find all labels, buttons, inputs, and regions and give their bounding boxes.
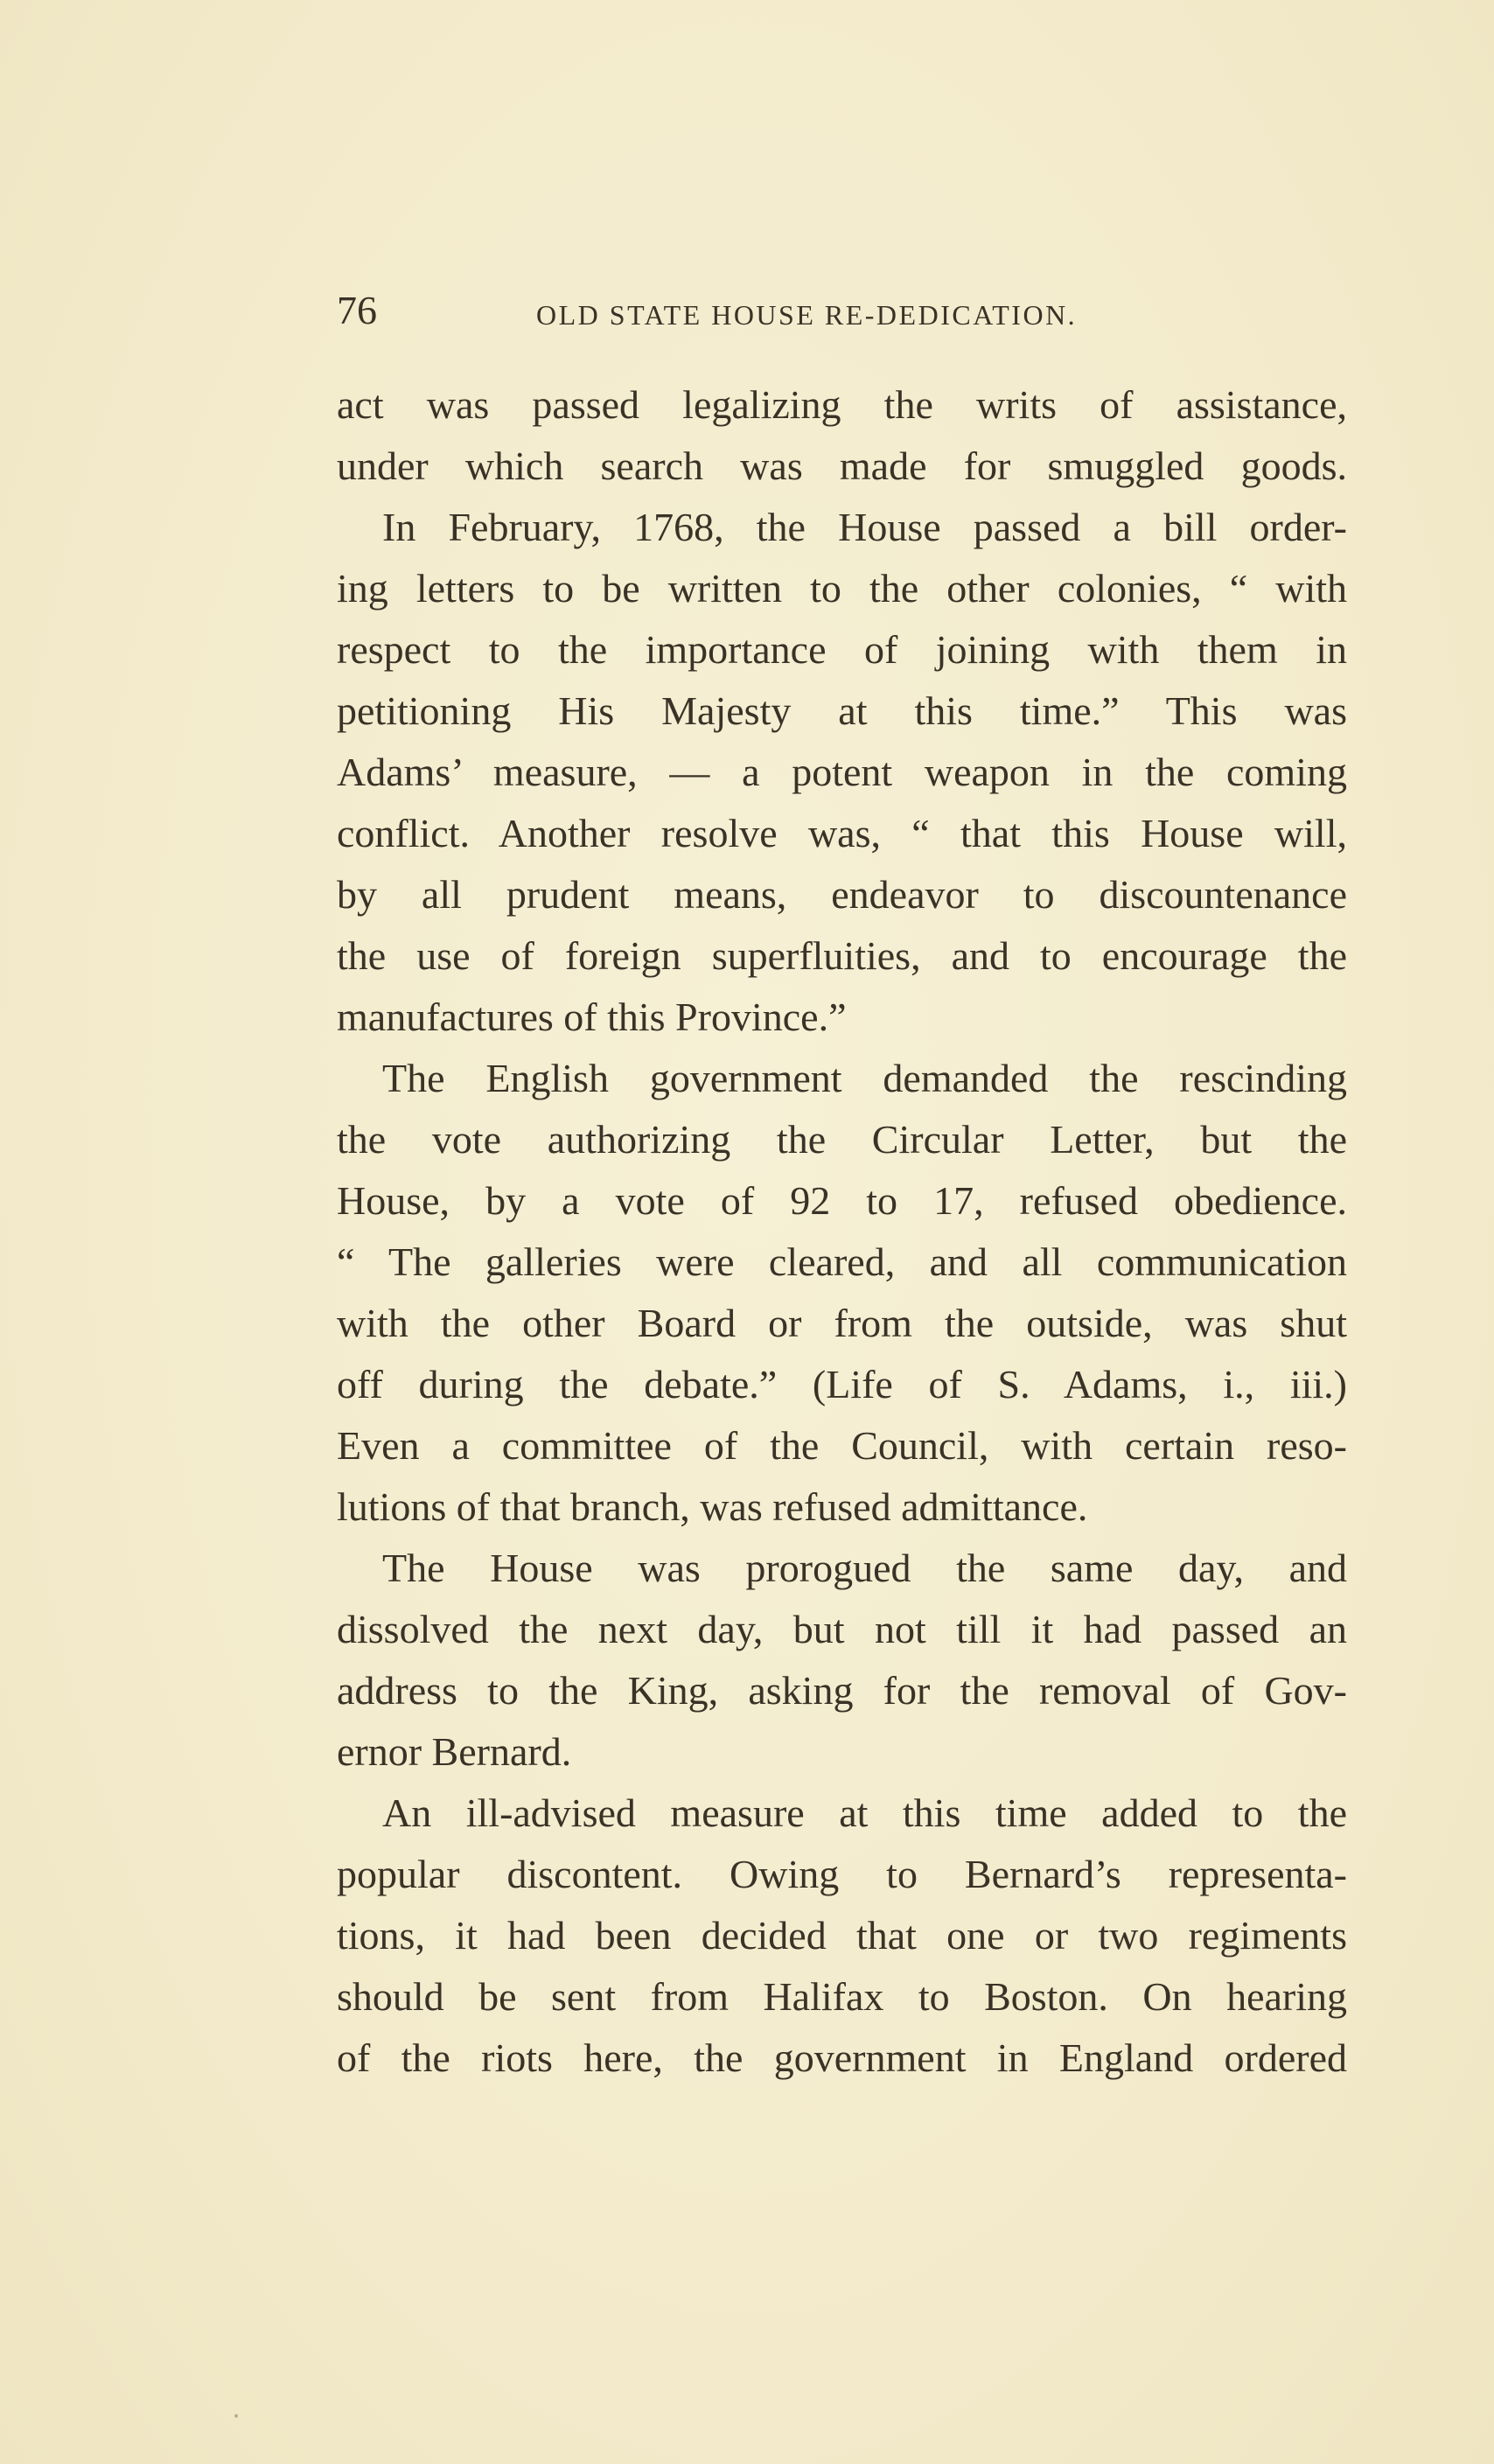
text-line: manufactures of this Province.” <box>337 995 847 1039</box>
text-line: act was passed legalizing the writs of assistance, <box>337 382 1347 427</box>
text-line: of the riots here, the government in England ordered <box>337 2035 1347 2080</box>
text-line: address to the King, asking for the removal of Gov- <box>337 1668 1347 1713</box>
text-line: “ The galleries were cleared, and all communication <box>337 1239 1347 1284</box>
text-line: with the other Board or from the outside, was shut <box>337 1301 1347 1345</box>
text-line: The English government demanded the rescinding <box>382 1056 1347 1100</box>
text-line: popular discontent. Owing to Bernard’s representa- <box>337 1852 1347 1896</box>
text-line: should be sent from Halifax to Boston. On hearing <box>337 1974 1347 2019</box>
text-line: Even a committee of the Council, with certain reso- <box>337 1423 1347 1468</box>
running-head-title: OLD STATE HOUSE RE-DEDICATION. <box>536 299 1078 331</box>
text-line: off during the debate.” (Life of S. Adams, i., iii.) <box>337 1362 1347 1407</box>
text-line: lutions of that branch, was refused admittance. <box>337 1484 1088 1529</box>
text-line: An ill-advised measure at this time added to the <box>382 1790 1347 1835</box>
text-line: In February, 1768, the House passed a bill order- <box>382 505 1347 549</box>
text-line: ernor Bernard. <box>337 1729 572 1774</box>
text-line: House, by a vote of 92 to 17, refused obedience. <box>337 1178 1347 1223</box>
page-number: 76 <box>337 288 377 332</box>
text-line: ing letters to be written to the other colonies, “ with <box>337 566 1347 611</box>
text-line: under which search was made for smuggled goods. <box>337 443 1347 488</box>
text-line: dissolved the next day, but not till it had passed an <box>337 1607 1347 1651</box>
paper-speck <box>234 2414 238 2418</box>
text-line: the vote authorizing the Circular Letter, but the <box>337 1117 1347 1162</box>
text-line: The House was prorogued the same day, and <box>382 1546 1347 1590</box>
text-line: conflict. Another resolve was, “ that this House will, <box>337 811 1347 855</box>
text-line: by all prudent means, endeavor to discountenance <box>337 872 1347 917</box>
text-line: the use of foreign superfluities, and to encourage the <box>337 933 1347 978</box>
running-head <box>337 284 1150 337</box>
body-text <box>337 374 1347 2089</box>
text-line: tions, it had been decided that one or two regiments <box>337 1913 1347 1958</box>
text-line: respect to the importance of joining with them in <box>337 627 1347 672</box>
text-line: petitioning His Majesty at this time.” This was <box>337 688 1347 733</box>
text-line: Adams’ measure, — a potent weapon in the coming <box>337 750 1347 794</box>
